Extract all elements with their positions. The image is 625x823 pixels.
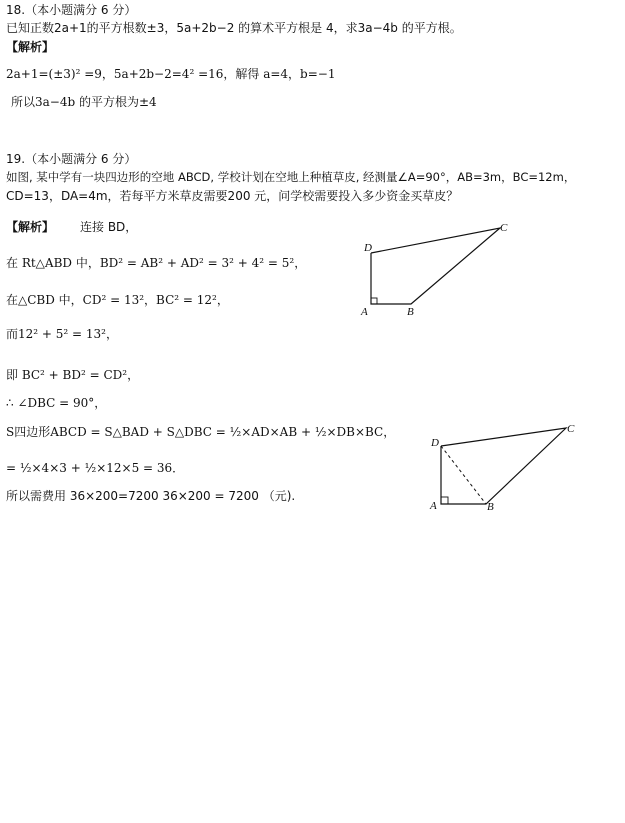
q19-step-8: 所以需费用 36×200=7200 36×200 = 7200 （元). — [6, 489, 296, 503]
diagonal-bd — [441, 446, 486, 504]
q19-analysis-text: 连接 BD， — [80, 220, 138, 234]
q19-step-3: 而12² + 5² = 13²， — [6, 327, 118, 341]
q18-problem: 已知正数2a+1的平方根数±3，5a+2b−2 的算术平方根是 4，求3a−4b 的平方根。 — [6, 21, 462, 35]
right-angle-marker-2 — [441, 497, 448, 504]
label-c: C — [500, 222, 508, 234]
right-angle-marker — [371, 298, 377, 304]
quadrilateral-outline — [371, 228, 500, 304]
q19-step-2: 在△CBD 中，CD² = 13²，BC² = 12²， — [6, 293, 229, 307]
q19-problem-line1: 如图, 某中学有一块四边形的空地 ABCD, 学校计划在空地上种植草皮, 经测量∠A=90°，AB=3m，BC=12m， — [6, 170, 576, 184]
label-d: D — [364, 242, 372, 254]
q19-step-1: 在 Rt△ABD 中，BD² = AB² + AD² = 3² + 4² = 5²， — [6, 256, 307, 270]
label-c-2: C — [567, 423, 575, 435]
label-b-2: B — [487, 501, 494, 513]
label-d-2: D — [431, 437, 439, 449]
q18-analysis-label: 【解析】 — [6, 40, 55, 54]
q19-problem-line2: CD=13，DA=4m，若每平方米草皮需要200 元，问学校需要投入多少资金买草皮？ — [6, 189, 459, 203]
quadrilateral-diagonal-diagram — [425, 418, 585, 518]
q19-step-4: 即 BC² + BD² = CD²， — [6, 368, 140, 382]
q19-step-7: = ½×4×3 + ½×12×5 = 36． — [6, 461, 185, 475]
q19-step-5: ∴ ∠DBC = 90°， — [6, 396, 107, 410]
label-a-2: A — [430, 500, 437, 512]
q18-solution-line1: 2a+1=(±3)² =9，5a+2b−2=4² =16，解得 a=4，b=−1 — [6, 67, 336, 81]
q18-header: 18.（本小题满分 6 分） — [6, 3, 137, 17]
q19-header: 19.（本小题满分 6 分） — [6, 152, 137, 166]
quadrilateral-outline-2 — [441, 428, 566, 504]
label-b: B — [407, 306, 414, 318]
q18-solution-line2: 所以3a−4b 的平方根为±4 — [11, 95, 157, 109]
quadrilateral-diagram — [355, 218, 525, 323]
q19-step-6: S四边形ABCD = S△BAD + S△DBC = ½×AD×AB + ½×DB×BC， — [6, 425, 396, 439]
q19-analysis-label: 【解析】 — [6, 220, 55, 234]
label-a: A — [361, 306, 368, 318]
